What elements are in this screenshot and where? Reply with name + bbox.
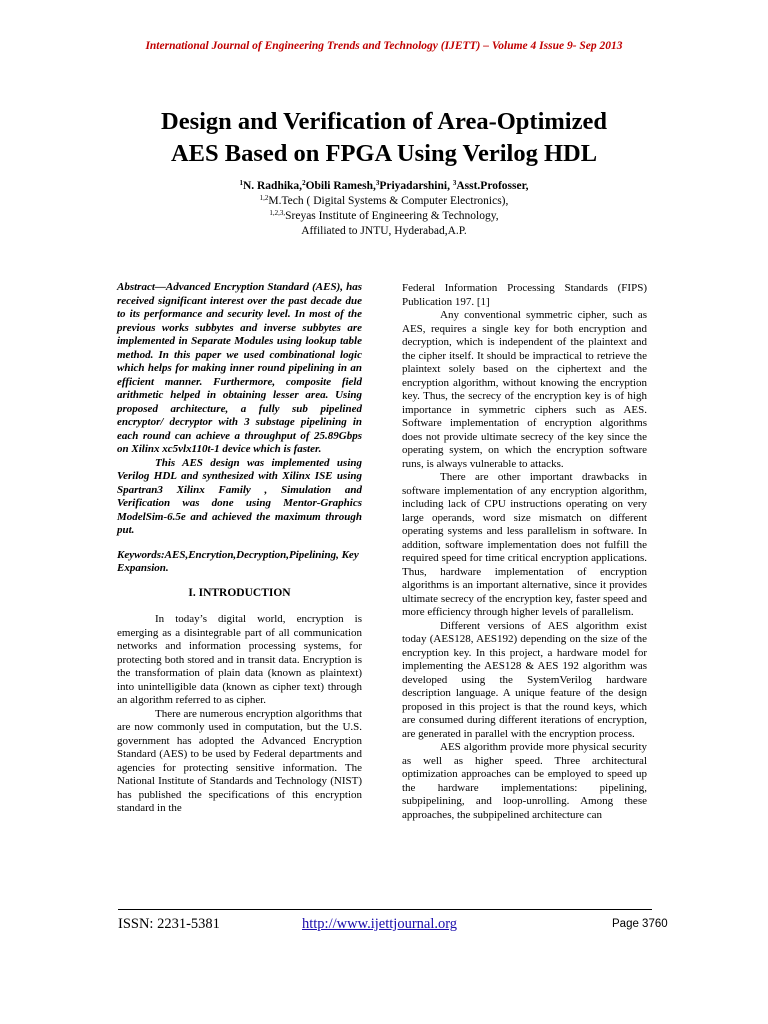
intro-paragraph-2: There are numerous encryption algorithms that are now commonly used in computation, but the U.S. government has adopted the Advanced Encryption Standard (AES) to be used by Federal departments and agencies for protecting sensitive information. The National Institute of Standards and Technology (NIST) has published the specifications of this encryption standard in the (117, 707, 362, 814)
keywords: Keywords:AES,Encrytion,Decryption,Pipelining, Key Expansion. (117, 548, 359, 574)
affiliation-2-text: Sreyas Institute of Engineering & Technology, (285, 210, 499, 222)
footer-divider (118, 909, 652, 910)
affiliation-2-sup: 1,2,3, (269, 209, 286, 217)
author-sup-1: 1 (239, 179, 243, 187)
section-heading-introduction: I. INTRODUCTION (188, 586, 291, 599)
title-line-1: Design and Verification of Area-Optimized (161, 108, 607, 135)
author-3: Priyadarshini, (379, 180, 453, 192)
abstract-paragraph-1: Abstract—Advanced Encryption Standard (AES), has received significant interest over the past decade due to its performance and security level. In most of the previous works subbytes and inverse subbytes are implemented in Separate Modules using lookup table method. In this paper we used combinational logic which helps for making inner round pipelining in an efficient manner. Furthermore, composite field arithmetic helped in obtaining lesser area. Using proposed architecture, a fully sub pipelined encryptor/ decryptor with 3 substage pipelining in each round can achieve a throughput of 25.89Gbps on Xilinx xc5vlx110t-1 device which is faster. (117, 281, 362, 455)
journal-header: International Journal of Engineering Trends and Technology (IJETT) – Volume 4 Issue 9- Sep 2013 (145, 40, 623, 52)
author-names (80, 179, 688, 194)
affiliation-3: Affiliated to JNTU, Hyderabad,A.P. (301, 225, 467, 237)
author-4: Asst.Profosser, (456, 180, 529, 192)
author-sup-4: 3 (452, 179, 457, 187)
right-paragraph-3: Different versions of AES algorithm exist today (AES128, AES192) depending on the size of the encryption key. In this project, a hardware model for implementing the AES128 & AES 192 algorithm was developed using the SystemVerilog hardware description language. A unique feature of the design proposed in this project is that the round keys, which are consumed during different iterations of encryption, are generated in parallel with the encryption process. (402, 619, 647, 740)
affiliation-1 (80, 194, 688, 209)
right-paragraph-1: Any conventional symmetric cipher, such as AES, requires a single key for both encryption and decryption, which is independent of the plaintext and the cipher itself. It should be impractical to retrieve the plaintext solely based on the ciphertext and the encryption algorithm, without knowing the encryption key. Thus, the secrecy of the encryption key is of high importance in symmetric ciphers such as AES. Software implementation of encryption algorithms does not provide ultimate secrecy of the key since the operating system, on which the encryption software runs, is always vulnerable to attacks. (402, 309, 647, 470)
author-sup-2: 2 (302, 179, 306, 187)
intro-paragraph-1: In today’s digital world, encryption is emerging as a disintegrable part of all communication networks and information processing systems, for protecting both stored and in transit data. Encryption is the transformation of plain data (known as plaintext) into unintelligible data (known as cipher text) through an algorithm referred to as cipher. (117, 613, 362, 706)
affiliation-1-text: M.Tech ( Digital Systems & Computer Electronics), (268, 195, 509, 207)
footer-journal-link[interactable]: http://www.ijettjournal.org (302, 916, 458, 932)
right-paragraph-0: Federal Information Processing Standards (FIPS) Publication 197. [1] (402, 282, 647, 308)
abstract-paragraph-2: This AES design was implemented using Verilog HDL and synthesized with Xilinx ISE using Spartran3 Xilinx Family , Simulation and Verification was done using Mentor-Graphics ModelSim-6.5e and achieved the maximum through put. (117, 456, 362, 536)
title-line-2: AES Based on FPGA Using Verilog HDL (170, 140, 598, 167)
paper-title (60, 106, 708, 170)
footer-page-number: Page 3760 (612, 918, 668, 930)
right-column (402, 282, 647, 822)
affiliation-2 (80, 209, 688, 224)
right-paragraph-2: There are other important drawbacks in software implementation of any encryption algorithm, including lack of CPU instructions operating on very large operands, word size mismatch on different operating systems and less parallelism in software. In addition, software implementation does not fulfill the required speed for time critical encryption applications. Thus, hardware implementation of encryption algorithms is an important alternative, since it provides ultimate secrecy of the encryption key, faster speed and more efficiency through higher levels of parallelism. (402, 471, 647, 618)
author-1: N. Radhika, (242, 180, 303, 192)
right-paragraph-4: AES algorithm provide more physical security as well as higher speed. Three architectural optimization approaches can be employed to speed up the hardware implementations: pipelining, subpipelining, and loop-unrolling. Among these approaches, the subpipelined architecture can (402, 741, 647, 821)
footer-issn: ISSN: 2231-5381 (118, 916, 220, 932)
author-block (80, 179, 688, 239)
author-2: Obili Ramesh, (305, 180, 376, 192)
affiliation-1-sup: 1,2 (259, 194, 269, 202)
left-column (117, 281, 362, 816)
author-sup-3: 3 (375, 179, 380, 187)
